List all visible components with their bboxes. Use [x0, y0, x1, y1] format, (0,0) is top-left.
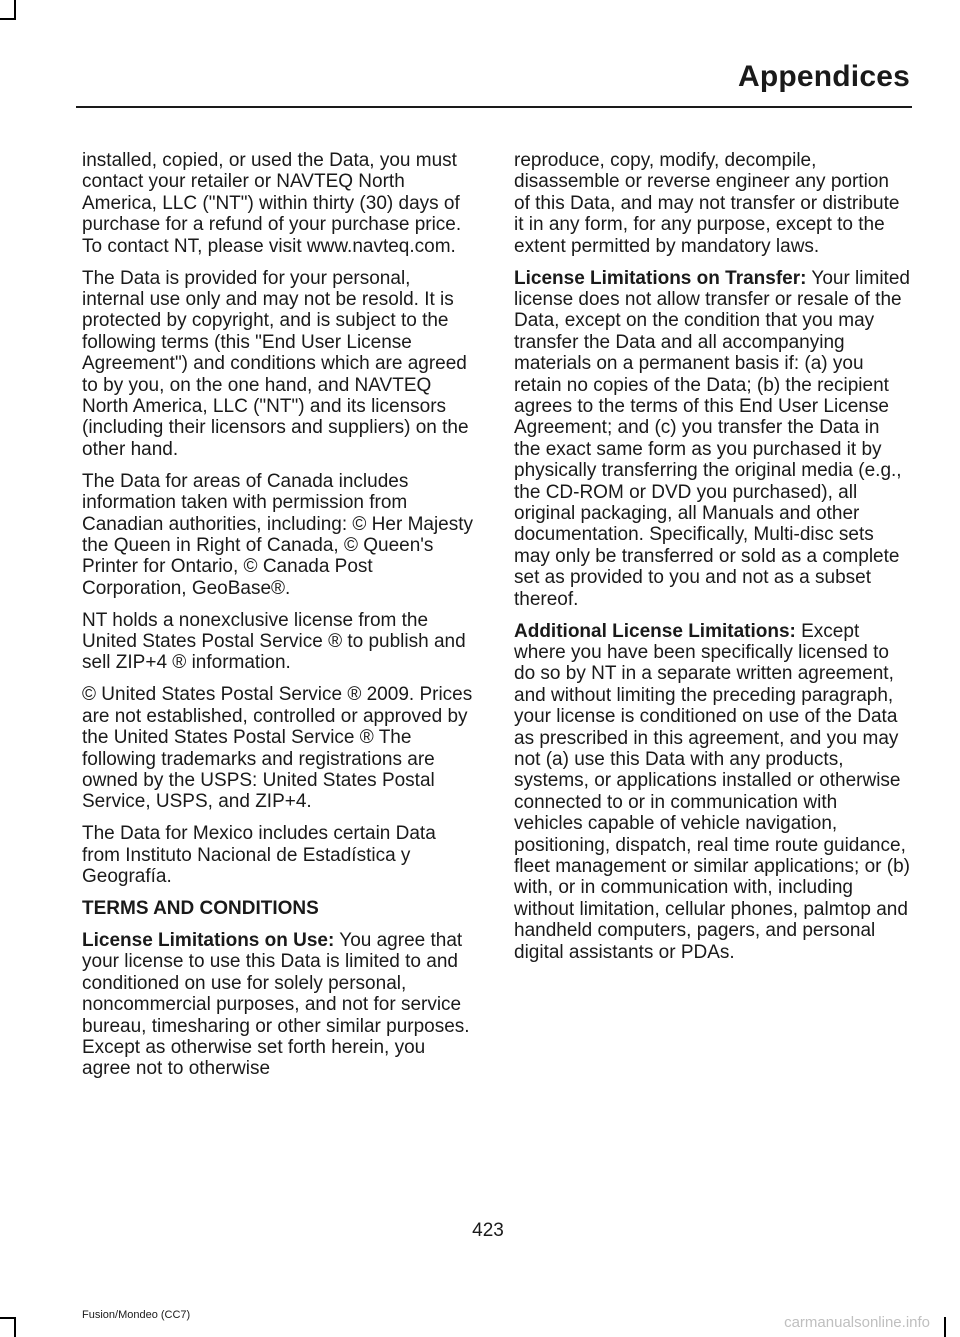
paragraph-personal-use: The Data is provided for your personal, internal use only and may not be resold. It is protected by copyright, and is subject to the following terms (this "End User License Agreement") and conditions which are agreed to by you, on the one hand, and NAVTEQ North America, LLC ("NT") and its licensors (including their licensors and suppliers) on the other hand. — [82, 267, 469, 460]
label-limitations-on-use: License Limitations on Use: — [82, 929, 335, 951]
header-rule — [76, 106, 912, 108]
right-column — [514, 150, 910, 974]
label-limitations-on-transfer: License Limitations on Transfer: — [514, 267, 807, 289]
footer-model: Fusion/Mondeo (CC7) — [82, 1309, 191, 1321]
paragraph-limitations-on-use — [82, 930, 478, 1080]
paragraph-refund: installed, copied, or used the Data, you must contact your retailer or NAVTEQ North America, LLC ("NT") within thirty (30) days of purchase for a refund of your purchase price. To contact NT, please visit www.navteq.com. — [82, 150, 462, 257]
crop-mark-top-left-h — [0, 18, 16, 20]
text-limitations-on-use: You agree that your license to use this Data is limited to and conditioned on use for solely personal, noncommercial purposes, and not for service bureau, timesharing or other similar purposes. Except as otherwise set forth herein, you agree not to otherwise — [82, 929, 470, 1080]
paragraph-reproduce: reproduce, copy, modify, decompile, disassemble or reverse engineer any portion of this Data, and may not transfer or distribute it in any form, for any purpose, except to the extent permitted by mandatory laws. — [514, 150, 900, 257]
page-number: 423 — [472, 1220, 504, 1241]
left-column — [82, 150, 478, 1090]
paragraph-usps-trademarks: © United States Postal Service ® 2009. Prices are not established, controlled or approved by the United States Postal Service ® The following trademarks and registrations are owned by the USPS: United States Postal Service, USPS, and ZIP+4. — [82, 684, 473, 813]
crop-mark-top-left — [14, 0, 16, 20]
paragraph-additional-limitations — [514, 621, 910, 964]
page-title: Appendices — [737, 60, 910, 93]
text-additional-limitations: Except where you have been specifically licensed to do so by NT in a separate written agreement, and without limiting the preceding paragraph, your license is conditioned on use of the Data as prescribed in this agreement, and you may not (a) use this Data with any products, systems, or applications installed or otherwise connected to or in communication with vehicles capable of vehicle navigation, positioning, dispatch, real time route guidance, fleet management or similar applications; or (b) with, or in communication with, including without limitation, cellular phones, palmtop and handheld computers, pagers, and personal digital assistants or PDAs. — [514, 620, 911, 963]
crop-mark-bottom-left — [14, 1317, 16, 1337]
paragraph-limitations-on-transfer — [514, 268, 910, 611]
paragraph-mexico: The Data for Mexico includes certain Data from Instituto Nacional de Estadística y Geografía. — [82, 823, 436, 888]
text-limitations-on-transfer: Your limited license does not allow transfer or resale of the Data, except on the condition that you may transfer the Data and all accompanying materials on a permanent basis if: (a) you retain no copies of the Data; (b) the recipient agrees to the terms of this End User License Agreement; and (c) you transfer the Data in the exact same form as you purchased it by physically transferring the original media (e.g., the CD-ROM or DVD you purchased), all original packaging, all Manuals and other documentation. Specifically, Multi-disc sets may only be transferred or sold as a complete set as provided to you and not as a subset thereof. — [514, 267, 910, 610]
crop-mark-bottom-right — [944, 1317, 946, 1337]
paragraph-usps-license: NT holds a nonexclusive license from the United States Postal Service ® to publish and sell ZIP+4 ® information. — [82, 609, 466, 674]
section-heading-terms: TERMS AND CONDITIONS — [82, 898, 319, 919]
crop-mark-bottom-left-h — [0, 1317, 16, 1319]
paragraph-canada: The Data for areas of Canada includes information taken with permission from Canadian authorities, including: © Her Majesty the Queen in Right of Canada, © Queen's Printer for Ontario, © Canada Post Corporation, GeoBase®. — [82, 470, 474, 599]
label-additional-limitations: Additional License Limitations: — [514, 620, 796, 642]
watermark: carmanualsonline.info — [784, 1314, 930, 1331]
